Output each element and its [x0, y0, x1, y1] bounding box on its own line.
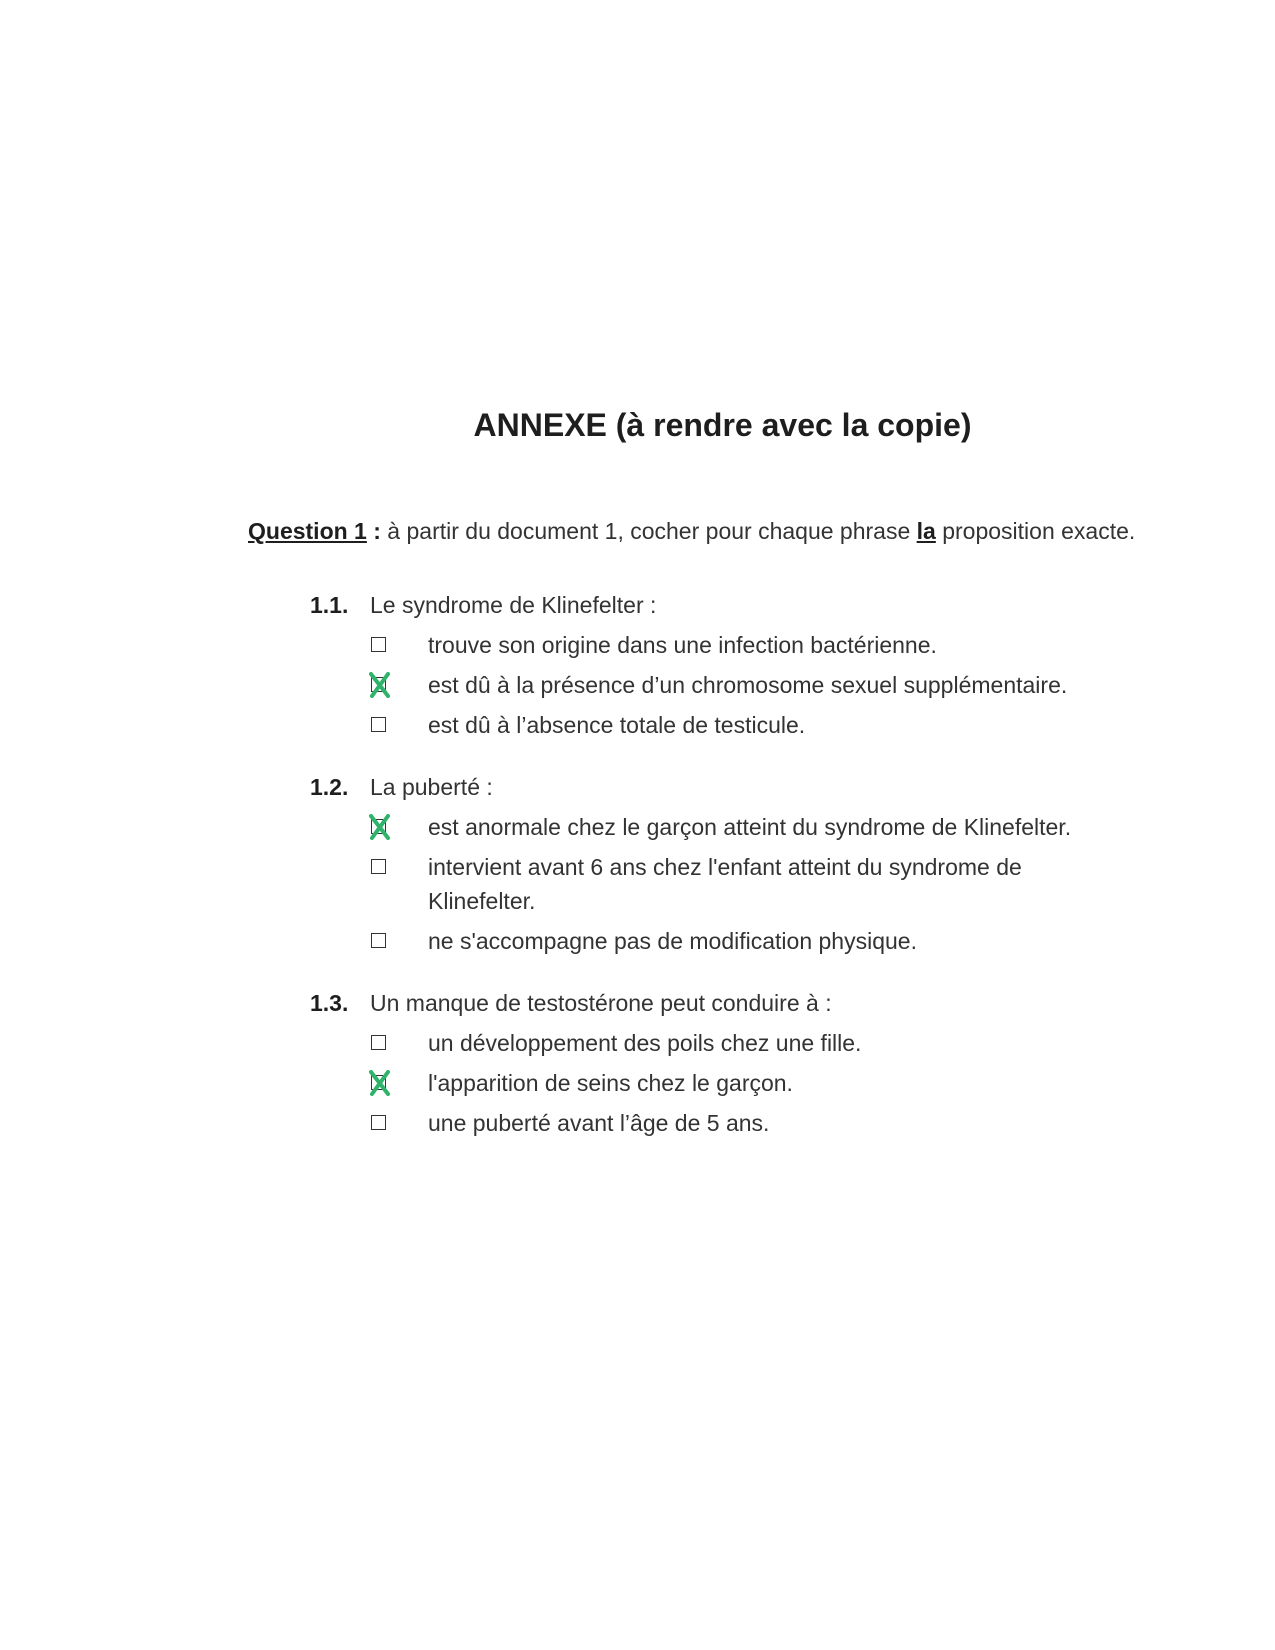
question-heading	[310, 590, 1210, 620]
option-item	[370, 1106, 1210, 1140]
question-1-1	[310, 590, 1210, 742]
question-label: Question 1	[248, 518, 367, 544]
option-text: intervient avant 6 ans chez l'enfant atteint du syndrome de Klinefelter.	[428, 854, 1022, 914]
option-text: l'apparition de seins chez le garçon.	[428, 1070, 793, 1096]
option-item	[370, 628, 1210, 662]
question-prompt: La puberté :	[370, 774, 493, 800]
option-text: est dû à l’absence totale de testicule.	[428, 712, 806, 738]
option-checkbox[interactable]	[370, 1106, 428, 1140]
option-checkbox[interactable]	[370, 850, 428, 884]
check-x-icon	[368, 814, 392, 840]
question-colon: :	[366, 518, 381, 544]
option-item	[370, 1066, 1210, 1100]
checkbox-icon	[371, 637, 386, 652]
question-prompt: Le syndrome de Klinefelter :	[370, 592, 657, 618]
question-heading	[310, 772, 1210, 802]
check-x-icon	[368, 1070, 392, 1096]
option-item	[370, 850, 1210, 918]
instruction-emphasis: la	[916, 518, 936, 544]
question-number: 1.2.	[310, 774, 349, 800]
check-x-icon	[368, 672, 392, 698]
question-number: 1.1.	[310, 592, 349, 618]
checkbox-icon	[371, 933, 386, 948]
option-item	[370, 1026, 1210, 1060]
checkbox-icon	[371, 717, 386, 732]
option-text: une puberté avant l’âge de 5 ans.	[428, 1110, 770, 1136]
option-checkbox[interactable]	[370, 628, 428, 662]
question-1-3	[310, 988, 1210, 1140]
option-checkbox[interactable]	[370, 1066, 428, 1100]
option-text: est dû à la présence d’un chromosome sexuel supplémentaire.	[428, 672, 1068, 698]
option-item	[370, 810, 1210, 844]
option-text: est anormale chez le garçon atteint du syndrome de Klinefelter.	[428, 814, 1072, 840]
questions-list	[310, 590, 1210, 1170]
page-title: ANNEXE (à rendre avec la copie)	[473, 407, 972, 443]
option-text: ne s'accompagne pas de modification physique.	[428, 928, 917, 954]
question-prompt: Un manque de testostérone peut conduire à :	[370, 990, 832, 1016]
checkbox-icon	[371, 1115, 386, 1130]
option-item	[370, 924, 1210, 958]
option-checkbox[interactable]	[370, 810, 428, 844]
option-checkbox[interactable]	[370, 668, 428, 702]
instruction-text-before: à partir du document 1, cocher pour chaque phrase	[380, 518, 917, 544]
option-checkbox[interactable]	[370, 924, 428, 958]
checkbox-icon	[371, 859, 386, 874]
question-number: 1.3.	[310, 990, 349, 1016]
option-text: un développement des poils chez une fille.	[428, 1030, 862, 1056]
option-checkbox[interactable]	[370, 708, 428, 742]
option-item	[370, 708, 1210, 742]
instruction-text-after: proposition exacte.	[935, 518, 1136, 544]
question-instruction	[248, 516, 1135, 546]
question-heading	[310, 988, 1210, 1018]
question-1-2	[310, 772, 1210, 958]
option-checkbox[interactable]	[370, 1026, 428, 1060]
checkbox-icon	[371, 1035, 386, 1050]
option-text: trouve son origine dans une infection bactérienne.	[428, 632, 937, 658]
option-item	[370, 668, 1210, 702]
